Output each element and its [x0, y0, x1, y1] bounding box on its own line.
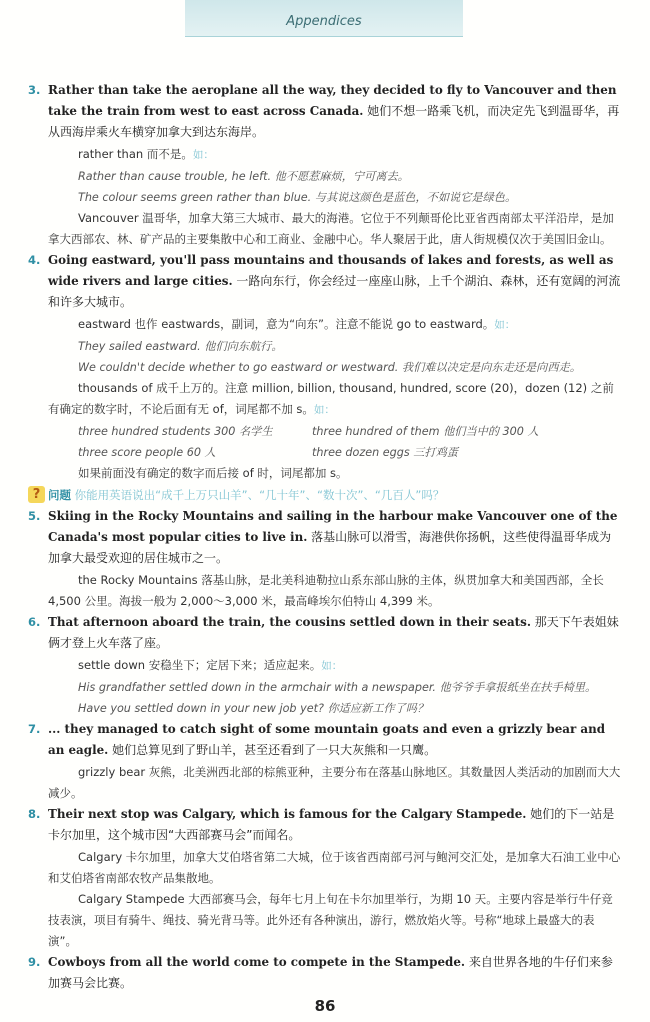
- example-row: three hundred students 300 名学生 three hundred of them 他们当中的 300 人: [78, 425, 539, 438]
- vocab-note: settle down 安稳坐下；定居下来；适应起来。如：: [78, 658, 343, 672]
- note-item-3: [28, 80, 622, 143]
- page-header-title: Appendices: [286, 14, 362, 29]
- grammar-note: thousands of 成千上万的。注意 million, billion, thousand, hundred, score (20)，dozen (12) 之前有确定的数字时，不论后面有无 of，词尾都不加 s。如：: [48, 381, 614, 416]
- header-band: [185, 0, 463, 37]
- item-number: 3.: [28, 83, 41, 97]
- example-sentence: Rather than cause trouble, he left. 他不愿惹麻烦，宁可离去。: [78, 170, 409, 183]
- item-number: 4.: [28, 253, 41, 267]
- english-sentence: Cowboys from all the world come to compete in the Stampede.: [48, 955, 466, 969]
- english-sentence: Their next stop was Calgary, which is famous for the Calgary Stampede.: [48, 807, 527, 821]
- chinese-translation: 她们总算见到了野山羊，甚至还看到了一只大灰熊和一只鹰。: [112, 743, 437, 757]
- example-sentence: They sailed eastward. 他们向东航行。: [78, 340, 283, 353]
- question-text: 你能用英语说出“成千上万只山羊”、“几十年”、“数十次”、“几百人”吗？: [74, 488, 445, 502]
- example-sentence: His grandfather settled down in the armchair with a newspaper. 他爷爷手拿报纸坐在扶手椅里。: [78, 681, 597, 694]
- example-row: three score people 60 人 three dozen eggs 三打鸡蛋: [78, 446, 458, 459]
- question-prompt: [28, 484, 622, 506]
- question-icon: ?: [28, 486, 45, 503]
- english-sentence: That afternoon aboard the train, the cousins settled down in their seats.: [48, 615, 531, 629]
- item-number: 7.: [28, 722, 41, 736]
- notes-content: [28, 80, 622, 995]
- question-label: 问题: [48, 488, 71, 502]
- item-number: 9.: [28, 955, 41, 969]
- note-item-4: [28, 250, 622, 313]
- item-number: 6.: [28, 615, 41, 629]
- note-item-6: [28, 612, 622, 654]
- item-number: 5.: [28, 509, 41, 523]
- background-note: Calgary Stampede 大西部赛马会，每年七月上旬在卡尔加里举行，为期 10 天。主要内容是举行牛仔竞技表演，项目有骑牛、绳技、骑光背马等。此外还有各种演出，游行，燃放焰火等。号称“地球上最盛大的表演”。: [48, 892, 613, 948]
- note-item-8: [28, 804, 622, 846]
- note-item-9: [28, 952, 622, 994]
- grammar-note: 如果前面没有确定的数字而后接 of 时，词尾都加 s。: [78, 466, 348, 480]
- vocab-note: rather than 而不是。如：: [78, 147, 214, 161]
- background-note: Calgary 卡尔加里，加拿大艾伯塔省第二大城，位于该省西南部弓河与鲍河交汇处，是加拿大石油工业中心和艾伯塔省南部农牧产品集散地。: [48, 850, 621, 885]
- background-note: the Rocky Mountains 落基山脉，是北美科迪勒拉山系东部山脉的主体，纵贯加拿大和美国西部，全长 4,500 公里。海拔一般为 2,000～3,000 米，最高峰埃尔伯特山 4,399 米。: [48, 573, 604, 608]
- item-number: 8.: [28, 807, 41, 821]
- vocab-note: eastward 也作 eastwards，副词，意为“向东”。注意不能说 go to eastward。如：: [78, 317, 516, 331]
- chinese-translation: 一路向东行，你会经过一座座山脉，上千个湖泊、森林，还有宽阔的河流和许多大城市。: [48, 274, 621, 309]
- example-sentence: Have you settled down in your new job yet? 你适应新工作了吗？: [78, 702, 429, 715]
- english-sentence: ... they managed to catch sight of some mountain goats and even a grizzly bear and an eagle.: [48, 722, 606, 757]
- note-item-5: [28, 506, 622, 569]
- chinese-translation: 来自世界各地的牛仔们来参加赛马会比赛。: [48, 955, 613, 990]
- chinese-translation: 落基山脉可以滑雪，海港供你扬帆，这些使得温哥华成为加拿大最受欢迎的居住城市之一。: [48, 530, 612, 565]
- background-note: grizzly bear 灰熊，北美洲西北部的棕熊亚种，主要分布在落基山脉地区。其数量因人类活动的加剧而大大减少。: [48, 765, 621, 800]
- chinese-translation: 那天下午表姐妹俩才登上火车落了座。: [48, 615, 619, 650]
- example-sentence: The colour seems green rather than blue. 与其说这颜色是蓝色，不如说它是绿色。: [78, 191, 517, 204]
- chinese-translation: 她们不想一路乘飞机，而决定先飞到温哥华，再从西海岸乘火车横穿加拿大到达东海岸。: [48, 104, 620, 139]
- example-sentence: We couldn't decide whether to go eastward or westward. 我们难以决定是向东走还是向西走。: [78, 361, 581, 374]
- note-item-7: [28, 719, 622, 761]
- english-sentence: Rather than take the aeroplane all the way, they decided to fly to Vancouver and then take the train from west to east across Canada.: [48, 83, 617, 118]
- chinese-translation: 她们的下一站是卡尔加里，这个城市因“大西部赛马会”而闻名。: [48, 807, 615, 842]
- background-note: Vancouver 温哥华，加拿大第三大城市、最大的海港。它位于不列颠哥伦比亚省西南部太平洋沿岸，是加拿大西部农、林、矿产品的主要集散中心和工商业、金融中心。华人聚居于此，唐人街规模仅次于美国旧金山。: [48, 211, 614, 246]
- english-sentence: Going eastward, you'll pass mountains and thousands of lakes and forests, as well as wide rivers and large cities.: [48, 253, 614, 288]
- page-number: 86: [314, 997, 336, 1015]
- english-sentence: Skiing in the Rocky Mountains and sailing in the harbour make Vancouver one of the Canada's most popular cities to live in.: [48, 509, 618, 544]
